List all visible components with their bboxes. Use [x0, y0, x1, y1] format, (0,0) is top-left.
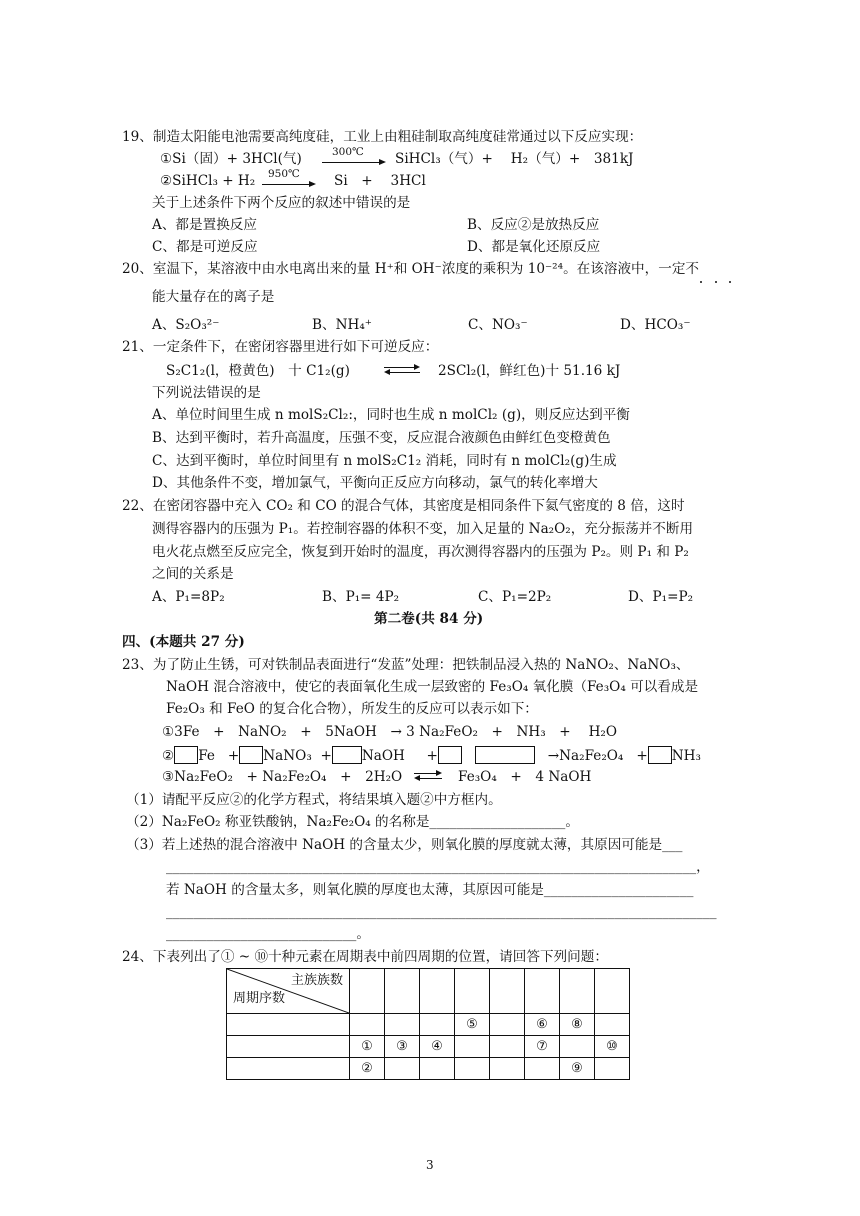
q20-line1: 20、室温下，某溶液中由水电离出来的量 H⁺和 OH⁻浓度的乘积为 10⁻²⁴。在该溶液中，一定不 [122, 261, 700, 277]
q21-equation-right: 2SCl₂(l，鲜红色)十 51.16 kJ [438, 363, 621, 379]
emphasis-dot [729, 281, 731, 283]
q22-line2: 测得容器内的压强为 P₁。若控制容器的体积不变，加入足量的 Na₂O₂，充分振荡并不断用 [152, 521, 694, 537]
coefficient-blank-box[interactable] [438, 746, 462, 764]
q19-reaction1-arrow [322, 162, 384, 163]
q20-option-c: C、NO₃⁻ [468, 317, 528, 333]
q20-line2: 能大量存在的离子是 [152, 289, 275, 305]
table-cell [350, 969, 385, 1014]
table-cell [525, 1058, 560, 1080]
q19-option-c: C、都是可逆反应 [152, 239, 258, 255]
q21-stem: 21、一定条件下，在密闭容器里进行如下可逆反应： [122, 339, 439, 355]
table-cell [490, 969, 525, 1014]
missing-substance-box[interactable] [475, 746, 535, 764]
header-period-label: 周期序数 [233, 991, 286, 1006]
q23-sub3-answer-line: _________________________________________________________________________________ [166, 904, 717, 920]
header-group-label: 主族族数 [290, 973, 343, 988]
table-cell: ② [350, 1058, 385, 1080]
table-cell [595, 1014, 630, 1036]
part2-title: 第二卷(共 84 分) [374, 611, 484, 627]
q21-option-c: C、达到平衡时，单位时间里有 n molS₂C1₂ 消耗，同时有 n molCl₂(g)生成 [152, 453, 617, 469]
table-cell [385, 1014, 420, 1036]
q23-line3: Fe₂O₃ 和 FeO 的复合化合物），所发生的反应可以表示如下： [166, 701, 538, 717]
table-cell [455, 1036, 490, 1058]
q21-option-b: B、达到平衡时，若升高温度，压强不变，反应混合液颜色由鲜红色变橙黄色 [152, 430, 611, 446]
q23-line2: NaOH 混合溶液中，使它的表面氧化生成一层致密的 Fe₃O₄ 氧化膜（Fe₃O₄ 可以看成是 [166, 679, 699, 695]
table-cell [595, 969, 630, 1014]
emphasis-dot [715, 281, 717, 283]
table-cell: ⑥ [525, 1014, 560, 1036]
equilibrium-arrow-icon [414, 772, 442, 780]
section4-title: 四、(本题共 27 分) [122, 634, 245, 650]
q21-option-d: D、其他条件不变，增加氯气，平衡向正反应方向移动，氯气的转化率增大 [152, 475, 598, 491]
q23-sub3-line2: 若 NaOH 的含量太多，则氧化膜的厚度也太薄，其原因可能是______________________ [166, 882, 694, 898]
q22-line3: 电火花点燃至反应完全，恢复到开始时的温度，再次测得容器内的压强为 P₂。则 P₁ 和 P₂ [152, 544, 689, 560]
q22-line1: 22、在密闭容器中充入 CO₂ 和 CO 的混合气体，其密度是相同条件下氦气密度的 8 倍，这时 [122, 498, 685, 514]
table-cell: ③ [385, 1036, 420, 1058]
table-cell: ⑩ [595, 1036, 630, 1058]
table-cell [420, 1014, 455, 1036]
table-cell [490, 1036, 525, 1058]
table-cell [420, 969, 455, 1014]
q23-eq2-nano3: NaNO₃ [263, 748, 312, 764]
q23-line1: 23、为了防止生锈，可对铁制品表面进行“发蓝”处理：把铁制品浸入热的 NaNO₂、NaNO₃、 [122, 657, 690, 673]
q19-reaction2-left: ②SiHCl₃ + H₂ [160, 173, 256, 189]
q22-option-b: B、P₁= 4P₂ [322, 589, 400, 605]
q19-reaction1-right: SiHCl₃（气）+ H₂（气）+ 381kJ [395, 151, 634, 167]
q19-reaction2-condition: 950℃ [268, 168, 300, 180]
q23-sub3-answer-line: ______________________________________________________________________________， [166, 859, 710, 875]
q19-reaction1-condition: 300℃ [332, 146, 364, 158]
period-cell [227, 1036, 350, 1058]
table-row [227, 1058, 630, 1080]
q22-option-a: A、P₁=8P₂ [152, 589, 225, 605]
coefficient-nh3-box[interactable] [648, 746, 672, 764]
table-cell [595, 1058, 630, 1080]
plus-sign: + [426, 748, 438, 764]
q19-reaction1-left: ①Si（固）+ 3HCl(气) [160, 151, 302, 167]
q23-eq2-nh3: NH₃ [671, 748, 701, 764]
equilibrium-arrow-icon [384, 366, 420, 374]
table-row [227, 1036, 630, 1058]
q23-equation3-right: Fe₃O₄ + 4 NaOH [458, 769, 592, 785]
q23-eq2-fe: Fe [198, 748, 215, 764]
q23-sub3-answer-line: ____________________________。 [166, 926, 370, 942]
q22-line4: 之间的关系是 [152, 566, 234, 582]
q19-option-d: D、都是氧化还原反应 [467, 239, 601, 255]
table-cell [385, 969, 420, 1014]
period-cell [227, 1014, 350, 1036]
table-cell [490, 1058, 525, 1080]
coefficient-nano3-box[interactable] [239, 746, 263, 764]
plus-sign: + [227, 748, 240, 764]
q22-option-d: D、P₁=P₂ [628, 589, 694, 605]
table-cell [560, 1036, 595, 1058]
q23-equation3-left: ③Na₂FeO₂ + Na₂Fe₂O₄ + 2H₂O [162, 769, 403, 785]
table-cell [385, 1058, 420, 1080]
q23-sub2: （2）Na₂FeO₂ 称亚铁酸钠，Na₂Fe₂O₄ 的名称是____________________。 [126, 814, 579, 830]
q21-option-a: A、单位时间里生成 n molS₂Cl₂:，同时也生成 n molCl₂ (g)，则反应达到平衡 [152, 407, 630, 423]
table-header-diagonal-cell [227, 969, 350, 1014]
q19-ask: 关于上述条件下两个反应的叙述中错误的是 [152, 195, 411, 211]
table-cell: ④ [420, 1036, 455, 1058]
q23-eq2-number: ② [162, 748, 175, 764]
periodic-table [226, 968, 630, 1080]
table-row [227, 1014, 630, 1036]
table-cell: ⑧ [560, 1014, 595, 1036]
table-cell [490, 1014, 525, 1036]
coefficient-fe-box[interactable] [174, 746, 198, 764]
emphasis-dot [700, 281, 702, 283]
plus-sign: + [320, 748, 332, 764]
q19-reaction2-arrow [262, 184, 314, 185]
q23-sub1: （1）请配平反应②的化学方程式，将结果填入题②中方框内。 [126, 792, 502, 808]
q19-reaction2-right: Si + 3HCl [334, 173, 426, 189]
table-cell [525, 969, 560, 1014]
table-cell [420, 1058, 455, 1080]
q23-eq2-product: →Na₂Fe₂O₄ [547, 748, 624, 764]
table-cell [350, 1014, 385, 1036]
plus-sign: + [636, 748, 648, 764]
coefficient-naoh-box[interactable] [332, 746, 362, 764]
q23-equation1: ①3Fe + NaNO₂ + 5NaOH → 3 Na₂FeO₂ + NH₃ + H₂O [162, 724, 618, 740]
table-cell [455, 969, 490, 1014]
page-number: 3 [426, 1158, 434, 1172]
q20-option-a: A、S₂O₃²⁻ [152, 317, 220, 333]
table-cell: ⑤ [455, 1014, 490, 1036]
q20-option-b: B、NH₄⁺ [312, 317, 372, 333]
q19-option-a: A、都是置换反应 [152, 217, 257, 233]
q19-stem: 19、制造太阳能电池需要高纯度硅，工业上由粗硅制取高纯度硅常通过以下反应实现： [122, 129, 643, 145]
q23-sub3-line1: （3）若上述热的混合溶液中 NaOH 的含量太少，则氧化膜的厚度就太薄，其原因可能是___ [126, 837, 683, 853]
q21-ask: 下列说法错误的是 [152, 385, 261, 401]
table-cell: ⑦ [525, 1036, 560, 1058]
q23-equation2 [162, 746, 701, 765]
table-cell [560, 969, 595, 1014]
table-cell [455, 1058, 490, 1080]
q23-eq2-naoh: NaOH [361, 748, 405, 764]
period-cell [227, 1058, 350, 1080]
q19-option-b: B、反应②是放热反应 [467, 217, 600, 233]
table-cell: ⑨ [560, 1058, 595, 1080]
q21-equation-left: S₂C1₂(l，橙黄色) 十 C1₂(g) [166, 363, 350, 379]
q24-stem: 24、下表列出了① ~ ⑩十种元素在周期表中前四周期的位置，请回答下列问题： [122, 949, 608, 965]
q22-option-c: C、P₁=2P₂ [478, 589, 552, 605]
table-cell: ① [350, 1036, 385, 1058]
q20-option-d: D、HCO₃⁻ [620, 317, 691, 333]
